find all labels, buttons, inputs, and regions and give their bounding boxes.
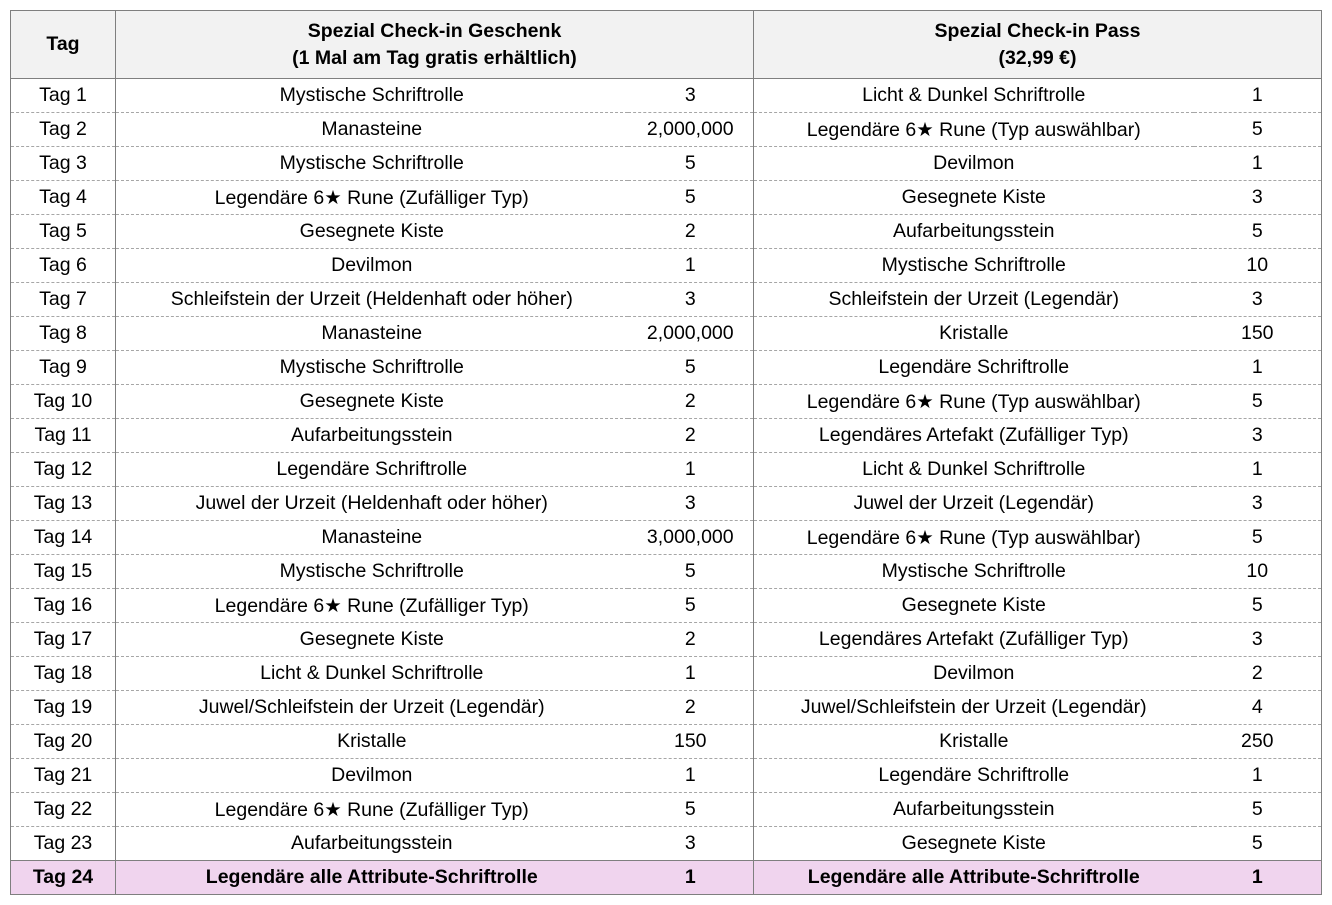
gift-item-cell: Gesegnete Kiste xyxy=(116,215,628,249)
gift-item-cell: Mystische Schriftrolle xyxy=(116,147,628,181)
table-row xyxy=(11,793,1322,827)
gift-item-cell: Juwel der Urzeit (Heldenhaft oder höher) xyxy=(116,487,628,521)
pass-qty-cell: 5 xyxy=(1194,793,1322,827)
pass-qty-cell: 10 xyxy=(1194,249,1322,283)
pass-item-cell: Gesegnete Kiste xyxy=(901,832,1046,854)
day-cell: Tag 5 xyxy=(11,215,116,249)
pass-qty-cell: 5 xyxy=(1194,385,1322,419)
gift-item-cell: Devilmon xyxy=(116,759,628,793)
gift-qty-cell: 1 xyxy=(628,861,754,895)
day-cell: Tag 19 xyxy=(11,691,116,725)
gift-qty-cell: 2 xyxy=(628,691,754,725)
table-row xyxy=(11,453,1322,487)
header-row xyxy=(11,11,1322,79)
pass-item-cell: Kristalle xyxy=(754,725,1194,759)
gift-item-cell: Legendäre alle Attribute-Schriftrolle xyxy=(116,861,628,895)
gift-qty-cell: 150 xyxy=(628,725,754,759)
day-cell: Tag 12 xyxy=(11,453,116,487)
day-cell: Tag 24 xyxy=(11,861,116,895)
pass-item-cell: Legendäres Artefakt (Zufälliger Typ) xyxy=(754,419,1194,453)
table-row xyxy=(11,113,1322,147)
header-gift-title: Spezial Check-in Geschenk xyxy=(307,19,562,42)
table-row xyxy=(11,725,1322,759)
pass-qty-cell: 1 xyxy=(1194,861,1322,895)
header-gift xyxy=(116,11,754,79)
pass-item-cell: Aufarbeitungsstein xyxy=(754,793,1194,827)
pass-item-cell: Legendäre Schriftrolle xyxy=(754,351,1194,385)
day-cell: Tag 14 xyxy=(11,521,116,555)
pass-item-cell: Mystische Schriftrolle xyxy=(754,555,1194,589)
table-body xyxy=(11,79,1322,895)
gift-item-cell: Gesegnete Kiste xyxy=(116,623,628,657)
gift-qty-cell: 5 xyxy=(628,181,754,215)
checkin-reward-table xyxy=(10,10,1322,895)
gift-item-cell: Aufarbeitungsstein xyxy=(116,419,628,453)
pass-item-cell: Licht & Dunkel Schriftrolle xyxy=(754,453,1194,487)
pass-qty-cell: 4 xyxy=(1194,691,1322,725)
gift-item-cell: Manasteine xyxy=(116,113,628,147)
header-pass-subtitle: (32,99 €) xyxy=(998,46,1077,69)
table-row xyxy=(11,623,1322,657)
pass-qty-cell: 5 xyxy=(1194,521,1322,555)
pass-qty-cell: 1 xyxy=(1194,351,1322,385)
gift-item-cell: Mystische Schriftrolle xyxy=(116,351,628,385)
gift-item-cell: Kristalle xyxy=(116,725,628,759)
table-row xyxy=(11,555,1322,589)
day-cell: Tag 20 xyxy=(11,725,116,759)
reward-table-container xyxy=(10,10,1322,895)
pass-qty-cell: 3 xyxy=(1194,419,1322,453)
table-row xyxy=(11,385,1322,419)
table-row xyxy=(11,589,1322,623)
gift-item-cell: Legendäre 6★ Rune (Zufälliger Typ) xyxy=(116,793,628,827)
header-pass-title: Spezial Check-in Pass xyxy=(934,19,1141,42)
table-row xyxy=(11,215,1322,249)
day-cell: Tag 23 xyxy=(11,827,116,861)
header-day: Tag xyxy=(11,11,116,79)
gift-qty-cell: 5 xyxy=(628,589,754,623)
day-cell: Tag 6 xyxy=(11,249,116,283)
pass-item-cell: Gesegnete Kiste xyxy=(754,181,1194,215)
day-cell: Tag 13 xyxy=(11,487,116,521)
gift-qty-cell: 5 xyxy=(628,351,754,385)
pass-item-cell: Gesegnete Kiste xyxy=(754,589,1194,623)
day-cell: Tag 7 xyxy=(11,283,116,317)
pass-item-cell: Devilmon xyxy=(754,657,1194,691)
pass-qty-cell: 1 xyxy=(1194,79,1322,113)
pass-item-cell: Legendäres Artefakt (Zufälliger Typ) xyxy=(754,623,1194,657)
gift-qty-cell: 5 xyxy=(628,555,754,589)
gift-qty-cell: 2,000,000 xyxy=(628,317,754,351)
table-row xyxy=(11,691,1322,725)
pass-qty-cell: 3 xyxy=(1194,487,1322,521)
pass-item-cell: Legendäre 6★ Rune (Typ auswählbar) xyxy=(754,385,1194,419)
gift-item-cell: Licht & Dunkel Schriftrolle xyxy=(116,657,628,691)
table-row xyxy=(11,657,1322,691)
pass-qty-cell: 3 xyxy=(1194,283,1322,317)
gift-item-cell: Gesegnete Kiste xyxy=(116,385,628,419)
gift-qty-cell: 1 xyxy=(628,249,754,283)
gift-item-cell: Mystische Schriftrolle xyxy=(116,555,628,589)
pass-item-cell: Juwel/Schleifstein der Urzeit (Legendär) xyxy=(754,691,1194,725)
gift-qty-cell: 1 xyxy=(628,657,754,691)
pass-item-cell: Licht & Dunkel Schriftrolle xyxy=(754,79,1194,113)
gift-qty-cell: 3,000,000 xyxy=(628,521,754,555)
pass-qty-cell: 1 xyxy=(1194,759,1322,793)
gift-qty-cell: 1 xyxy=(628,759,754,793)
table-row xyxy=(11,147,1322,181)
gift-item-cell: Devilmon xyxy=(116,249,628,283)
gift-qty-cell: 2,000,000 xyxy=(628,113,754,147)
gift-item-cell: Manasteine xyxy=(116,317,628,351)
pass-qty-cell: 2 xyxy=(1194,657,1322,691)
pass-qty-cell: 1 xyxy=(1194,147,1322,181)
gift-qty-cell: 1 xyxy=(628,453,754,487)
gift-qty-cell: 2 xyxy=(628,215,754,249)
table-row xyxy=(11,317,1322,351)
pass-item-cell: Aufarbeitungsstein xyxy=(754,215,1194,249)
gift-item-cell: Mystische Schriftrolle xyxy=(116,79,628,113)
pass-item-cell: Schleifstein der Urzeit (Legendär) xyxy=(754,283,1194,317)
gift-item-cell: Aufarbeitungsstein xyxy=(290,832,453,854)
day-cell: Tag 3 xyxy=(11,147,116,181)
table-row xyxy=(11,419,1322,453)
pass-qty-cell: 250 xyxy=(1194,725,1322,759)
day-cell: Tag 1 xyxy=(11,79,116,113)
pass-qty-cell: 150 xyxy=(1194,317,1322,351)
gift-qty-cell: 3 xyxy=(628,827,754,861)
day-cell: Tag 21 xyxy=(11,759,116,793)
pass-item-cell: Legendäre alle Attribute-Schriftrolle xyxy=(754,861,1194,895)
gift-qty-cell: 2 xyxy=(628,419,754,453)
day-cell: Tag 15 xyxy=(11,555,116,589)
table-row xyxy=(11,181,1322,215)
day-cell: Tag 17 xyxy=(11,623,116,657)
gift-item-cell: Schleifstein der Urzeit (Heldenhaft oder höher) xyxy=(116,283,628,317)
pass-qty-cell: 5 xyxy=(1194,589,1322,623)
pass-qty-cell: 3 xyxy=(1194,181,1322,215)
gift-qty-cell: 2 xyxy=(628,623,754,657)
gift-qty-cell: 5 xyxy=(628,793,754,827)
pass-item-cell: Mystische Schriftrolle xyxy=(754,249,1194,283)
pass-qty-cell: 5 xyxy=(1194,827,1322,861)
pass-item-cell: Kristalle xyxy=(754,317,1194,351)
day-cell: Tag 18 xyxy=(11,657,116,691)
table-row-highlight xyxy=(11,861,1322,895)
pass-qty-cell: 1 xyxy=(1194,453,1322,487)
day-cell: Tag 16 xyxy=(11,589,116,623)
pass-qty-cell: 5 xyxy=(1194,215,1322,249)
gift-qty-cell: 3 xyxy=(628,283,754,317)
pass-qty-cell: 5 xyxy=(1194,113,1322,147)
gift-qty-cell: 3 xyxy=(628,487,754,521)
gift-qty-cell: 2 xyxy=(628,385,754,419)
day-cell: Tag 4 xyxy=(11,181,116,215)
table-row xyxy=(11,521,1322,555)
pass-item-cell: Legendäre Schriftrolle xyxy=(754,759,1194,793)
pass-qty-cell: 3 xyxy=(1194,623,1322,657)
gift-item-cell: Legendäre Schriftrolle xyxy=(116,453,628,487)
pass-item-cell: Juwel der Urzeit (Legendär) xyxy=(754,487,1194,521)
gift-qty-cell: 3 xyxy=(628,79,754,113)
day-cell: Tag 10 xyxy=(11,385,116,419)
header-pass xyxy=(754,11,1322,79)
day-cell: Tag 9 xyxy=(11,351,116,385)
table-row xyxy=(11,79,1322,113)
table-row xyxy=(11,487,1322,521)
day-cell: Tag 8 xyxy=(11,317,116,351)
table-row xyxy=(11,351,1322,385)
day-cell: Tag 22 xyxy=(11,793,116,827)
gift-item-cell: Juwel/Schleifstein der Urzeit (Legendär) xyxy=(116,691,628,725)
pass-qty-cell: 10 xyxy=(1194,555,1322,589)
pass-item-cell: Devilmon xyxy=(754,147,1194,181)
pass-item-cell: Legendäre 6★ Rune (Typ auswählbar) xyxy=(754,113,1194,147)
table-row xyxy=(11,249,1322,283)
day-cell: Tag 2 xyxy=(11,113,116,147)
gift-item-cell: Legendäre 6★ Rune (Zufälliger Typ) xyxy=(116,589,628,623)
day-cell: Tag 11 xyxy=(11,419,116,453)
table-row xyxy=(11,759,1322,793)
gift-item-cell: Legendäre 6★ Rune (Zufälliger Typ) xyxy=(116,181,628,215)
gift-qty-cell: 5 xyxy=(628,147,754,181)
pass-item-cell: Legendäre 6★ Rune (Typ auswählbar) xyxy=(754,521,1194,555)
table-row xyxy=(11,827,1322,861)
gift-item-cell: Manasteine xyxy=(116,521,628,555)
header-gift-subtitle: (1 Mal am Tag gratis erhältlich) xyxy=(292,46,577,69)
table-row xyxy=(11,283,1322,317)
